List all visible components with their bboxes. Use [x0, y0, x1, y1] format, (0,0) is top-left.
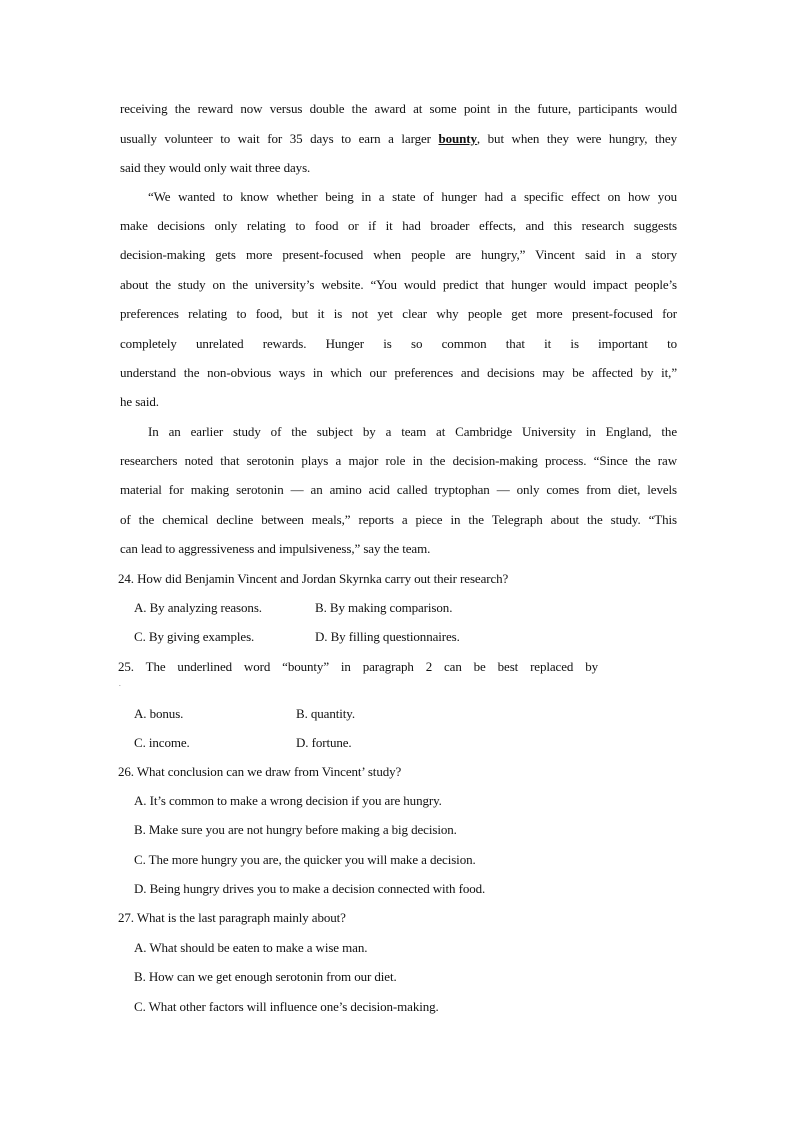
question-25-option-d: D. fortune. — [296, 735, 352, 750]
underlined-word-bounty: bounty — [438, 131, 477, 146]
question-25-option-a: A. bonus. — [134, 706, 184, 721]
question-27-option-a: A. What should be eaten to make a wise man. — [134, 940, 368, 955]
passage-p3-line3: material for making serotonin — an amino acid called tryptophan — only comes from diet, levels — [120, 482, 677, 497]
question-26-option-b: B. Make sure you are not hungry before making a big decision. — [134, 822, 457, 837]
passage-p1-line2 — [120, 131, 677, 147]
passage-p1-line2-start: usually volunteer to wait for 35 days to earn a larger — [120, 131, 439, 146]
question-26-stem: 26. What conclusion can we draw from Vincent’ study? — [118, 764, 402, 779]
passage-p2-line2: make decisions only relating to food or if it had broader effects, and this research suggests — [120, 218, 677, 233]
question-24-option-d: D. By filling questionnaires. — [315, 629, 460, 644]
question-27-stem: 27. What is the last paragraph mainly about? — [118, 910, 346, 925]
passage-p2-line8: he said. — [120, 394, 159, 409]
question-26-option-d: D. Being hungry drives you to make a decision connected with food. — [134, 881, 486, 896]
passage-p3-line1: In an earlier study of the subject by a team at Cambridge University in England, the — [148, 424, 677, 439]
question-27-option-b: B. How can we get enough serotonin from our diet. — [134, 969, 397, 984]
passage-p2-line3: decision-making gets more present-focused when people are hungry,” Vincent said in a story — [120, 247, 677, 262]
question-24-option-b: B. By making comparison. — [315, 600, 453, 615]
passage-p1-line3: said they would only wait three days. — [120, 160, 311, 175]
passage-p1-line1: receiving the reward now versus double the award at some point in the future, participants would — [120, 101, 677, 116]
question-27-option-c: C. What other factors will influence one’s decision-making. — [134, 999, 439, 1014]
question-25-stem: 25. The underlined word “bounty” in paragraph 2 can be best replaced by — [118, 659, 598, 674]
passage-p2-line1: “We wanted to know whether being in a state of hunger had a specific effect on how you — [148, 189, 677, 204]
question-24-stem: 24. How did Benjamin Vincent and Jordan Skyrnka carry out their research? — [118, 571, 509, 586]
passage-p3-line2: researchers noted that serotonin plays a major role in the decision-making process. “Since the raw — [120, 453, 677, 468]
passage-p2-line4: about the study on the university’s website. “You would predict that hunger would impact people’s — [120, 277, 677, 292]
passage-p2-line5: preferences relating to food, but it is not yet clear why people get more present-focused for — [120, 306, 677, 321]
passage-p1-line2-end: , but when they were hungry, they — [476, 131, 678, 146]
passage-p2-line7: understand the non-obvious ways in which our preferences and decisions may be affected by it,” — [120, 365, 677, 380]
question-24-option-a: A. By analyzing reasons. — [134, 600, 262, 615]
question-25-blank-mark: . — [119, 680, 121, 688]
passage-p3-line5: can lead to aggressiveness and impulsiveness,” say the team. — [120, 541, 431, 556]
question-25-option-b: B. quantity. — [296, 706, 355, 721]
passage-p3-line4: of the chemical decline between meals,” reports a piece in the Telegraph about the study. “This — [120, 512, 677, 527]
question-25-option-c: C. income. — [134, 735, 190, 750]
passage-p2-line6: completely unrelated rewards. Hunger is so common that it is important to — [120, 336, 677, 351]
question-24-option-c: C. By giving examples. — [134, 629, 255, 644]
question-26-option-a: A. It’s common to make a wrong decision if you are hungry. — [134, 793, 442, 808]
question-26-option-c: C. The more hungry you are, the quicker you will make a decision. — [134, 852, 476, 867]
